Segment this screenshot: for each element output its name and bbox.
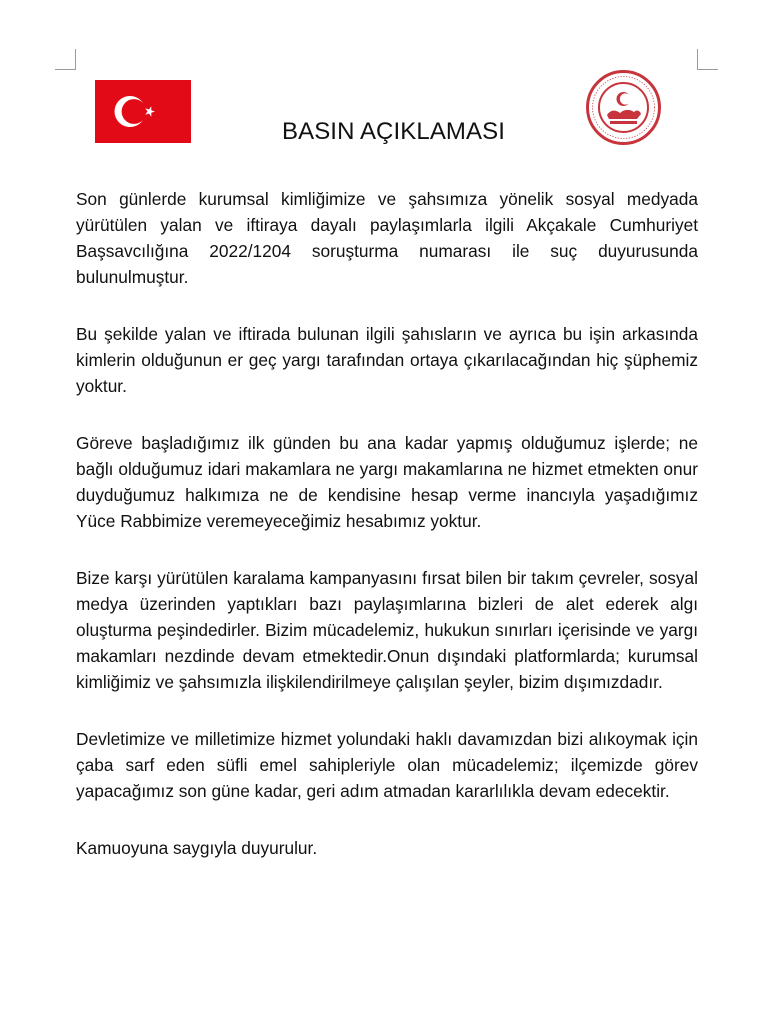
paragraph: Devletimize ve milletimize hizmet yolundaki haklı davamızdan bizi alıkoymak için çaba sarf eden süfli emel sahipleriyle olan mücadelemiz; ilçemizde görev yapacağımız son güne kadar, geri adım atmadan kararlılıkla devam edecektir. [76, 729, 698, 801]
paragraph: Son günlerde kurumsal kimliğimize ve şahsımıza yönelik sosyal medyada yürütülen yalan ve iftiraya dayalı paylaşımlarla ilgili Akçakale Cumhuriyet Başsavcılığına 2022/1204 soruşturma numarası ile suç duyurusunda bulunulmuştur. [76, 189, 698, 287]
paragraph: Bize karşı yürütülen karalama kampanyasını fırsat bilen bir takım çevreler, sosyal medya üzerinden yaptıkları bazı paylaşımlarına bizleri de alet ederek algı oluşturma peşindedirler. Bizim mücadelemiz, hukukun sınırları içerisinde ve yargı makamları nezdinde devam etmektedir.Onun dışındaki platformlarda; kurumsal kimliğimiz ve şahsımızla ilişkilendirilmeye çalışılan şeyler, bizim dışımızdadır. [76, 568, 698, 692]
page-title: BASIN AÇIKLAMASI [281, 118, 505, 145]
page-corner-mark-right [697, 49, 718, 70]
page-corner-mark-left [55, 49, 76, 70]
closing-line: Kamuoyuna saygıyla duyurulur. [76, 838, 318, 858]
statement-body [76, 186, 698, 892]
paragraph: Göreve başladığımız ilk günden bu ana kadar yapmış olduğumuz işlerde; ne bağlı olduğumuz idari makamlara ne yargı makamlarına ne hizmet etmekten onur duyduğumuz halkımıza ne de kendisine hesap verme inancıyla yaşadığımız Yüce Rabbimize veremeyeceğimiz hesabımız yoktur. [76, 433, 698, 531]
paragraph: Bu şekilde yalan ve iftirada bulunan ilgili şahısların ve ayrıca bu işin arkasında kimlerin olduğunun er geç yargı tarafından ortaya çıkarılacağından hiç şüphemiz yoktur. [76, 324, 698, 396]
